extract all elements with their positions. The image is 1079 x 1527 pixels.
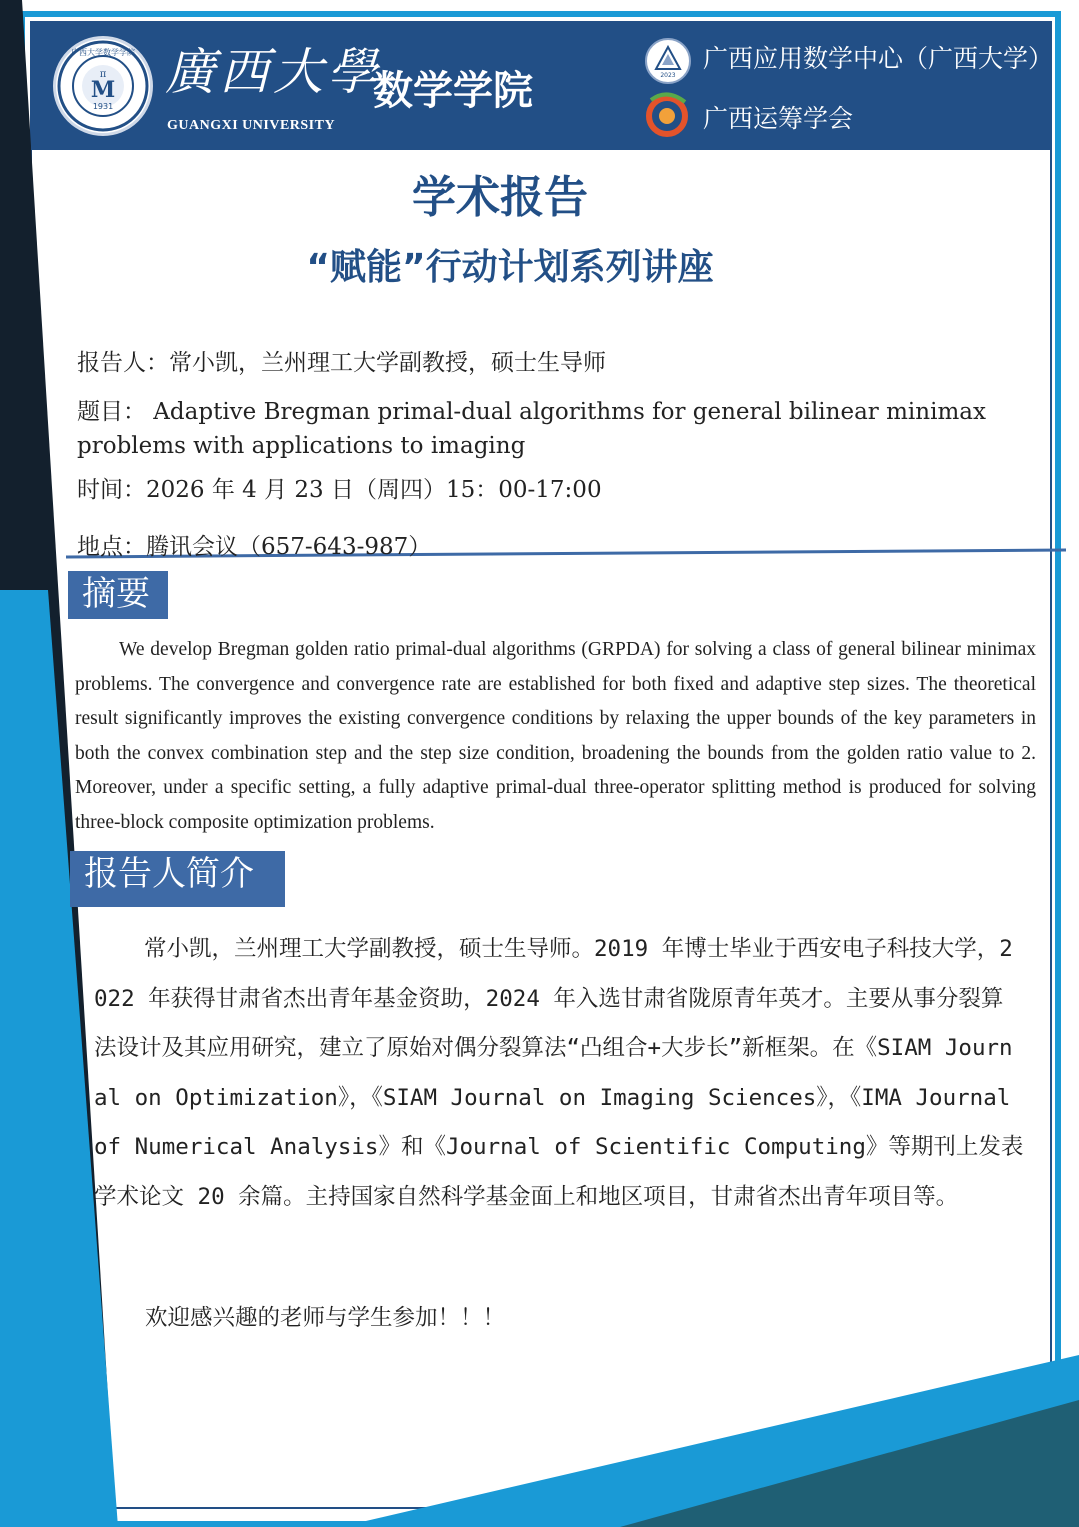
seal-pi: π xyxy=(99,69,107,80)
topic-line-1: 题目： Adaptive Bregman primal-dual algorithms for general bilinear minimax xyxy=(77,399,986,425)
venue-line: 地点：腾讯会议（657-643-987） xyxy=(77,534,432,560)
header-banner xyxy=(31,22,1054,150)
university-name-en: GUANGXI UNIVERSITY xyxy=(167,118,336,133)
seal-top-text: 广西大学数学学院 xyxy=(71,48,135,57)
speaker-bio-text: 常小凯，兰州理工大学副教授，硕士生导师。2019 年博士毕业于西安电子科技大学，2022 年获得甘肃省杰出青年基金资助，2024 年入选甘肃省陇原青年英才。主要从事分裂算法设计及其应用研究，建立了原始对偶分裂算法“凸组合+大步长”新框架。在《SIAM Journal on Optimization》，《SIAM Journal on Imaging Sciences》，《IMA Journal of Numerical Analysis》和《Journal of Scientific Computing》等期刊上发表学术论文 20 余篇。主持国家自然科学基金面上和地区项目，甘肃省杰出青年项目等。 xyxy=(94,936,1024,1210)
page-title: 学术报告 xyxy=(412,172,588,223)
partner-applied-math-center: 广西应用数学中心（广西大学） xyxy=(703,44,1054,73)
speaker-line: 报告人：常小凯，兰州理工大学副教授，硕士生导师 xyxy=(77,350,606,376)
applied-math-center-logo-icon xyxy=(645,38,691,84)
topic-line-2: problems with applications to imaging xyxy=(77,433,526,459)
school-name: 数学学院 xyxy=(373,68,533,114)
welcome-message: 欢迎感兴趣的老师与学生参加！！！ xyxy=(145,1305,506,1331)
speaker-bio-heading: 报告人简介 xyxy=(70,851,285,907)
abstract-text: We develop Bregman golden ratio primal-dual algorithms (GRPDA) for solving a class of general bilinear minimax problems. The convergence and convergence rate are established for both fixed and adaptive step sizes. The theoretical result significantly improves the existing convergence conditions by relaxing the upper bounds of the key parameters in both the convex combination step and the step size condition, broadening the bounds from the golden ratio value to 2. Moreover, under a specific setting, a fully adaptive primal-dual three-operator splitting method is produced for solving three-block composite optimization problems. xyxy=(75,639,1036,833)
abstract-heading: 摘要 xyxy=(68,571,168,619)
university-name-cn: 廣西大學 xyxy=(165,43,381,101)
page-subtitle: “赋能”行动计划系列讲座 xyxy=(306,247,714,288)
operations-research-society-logo-icon xyxy=(645,90,691,138)
time-line: 时间：2026 年 4 月 23 日（周四）15：00-17:00 xyxy=(77,477,602,503)
seal-letter: M xyxy=(90,77,116,103)
university-seal-icon xyxy=(53,36,153,136)
logo-year: 2023 xyxy=(660,72,676,79)
partner-or-society: 广西运筹学会 xyxy=(703,104,854,133)
seal-year: 1931 xyxy=(92,102,114,111)
